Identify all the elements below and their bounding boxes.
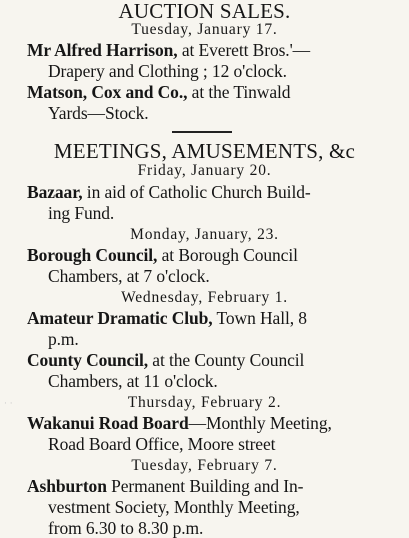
meeting-text-1: in aid of Catholic Church Build- [82,182,311,202]
auction-line-1 [27,41,409,60]
meeting-line-10 [48,435,409,454]
meeting-line-1 [27,183,409,202]
meeting-text-11: Permanent Building and In- [106,476,304,496]
meeting-date-5: Tuesday, February 7. [131,457,278,474]
meeting-text-7: at the County Council [148,350,305,370]
meeting-line-3 [27,246,409,265]
meeting-line-4 [48,267,409,286]
auction-date: Tuesday, January 17. [131,21,278,38]
meeting-line-13 [48,519,409,538]
meeting-name-3: Amateur Dramatic Club, [27,308,213,328]
auction-line-4 [48,104,409,123]
meeting-name-6: Ashburton [27,476,107,496]
auction-text-2: Drapery and Clothing ; 12 o'clock. [48,61,287,81]
meeting-text-2: ing Fund. [48,203,115,223]
meeting-name-2: Borough Council, [27,245,158,265]
meeting-line-5 [27,309,409,328]
meeting-line-9 [27,414,409,433]
meeting-text-5: Town Hall, 8 [212,308,307,328]
meeting-line-2 [48,204,409,223]
meeting-line-8 [48,372,409,391]
meeting-line-11 [27,477,409,496]
meeting-text-10: Road Board Office, Moore street [48,434,276,454]
auction-name-2: Matson, Cox and Co., [27,82,188,102]
meeting-date-3: Wednesday, February 1. [121,289,288,306]
meeting-line-6 [48,330,409,349]
meeting-name-1: Bazaar, [27,182,83,202]
meeting-text-3: at Borough Council [157,245,298,265]
meeting-text-4: Chambers, at 7 o'clock. [48,266,210,286]
section-divider [172,131,232,133]
meetings-heading: MEETINGS, AMUSEMENTS, &c [53,139,356,163]
auction-sales-heading: AUCTION SALES. [118,0,291,23]
auction-text-1: at Everett Bros.'— [177,40,311,60]
auction-line-2 [48,62,409,81]
meeting-text-9: —Monthly Meeting, [188,413,332,433]
auction-text-3: at the Tinwald [187,82,291,102]
meeting-date-1: Friday, January 20. [137,162,272,179]
scan-speck: · · [4,399,13,409]
meeting-name-4: County Council, [27,350,149,370]
meeting-date-2: Monday, January, 23. [130,226,279,243]
auction-text-4: Yards—Stock. [48,103,149,123]
meeting-name-5: Wakanui Road Board [27,413,189,433]
meeting-text-12: vestment Society, Monthly Meeting, [48,497,300,517]
meeting-text-6: p.m. [48,329,79,349]
auction-name-1: Mr Alfred Harrison, [27,40,178,60]
meeting-date-4: Thursday, February 2. [127,394,282,411]
meeting-line-7 [27,351,409,370]
auction-line-3 [27,83,409,102]
meeting-text-13: from 6.30 to 8.30 p.m. [48,518,204,538]
meeting-text-8: Chambers, at 11 o'clock. [48,371,218,391]
meeting-line-12 [48,498,409,517]
